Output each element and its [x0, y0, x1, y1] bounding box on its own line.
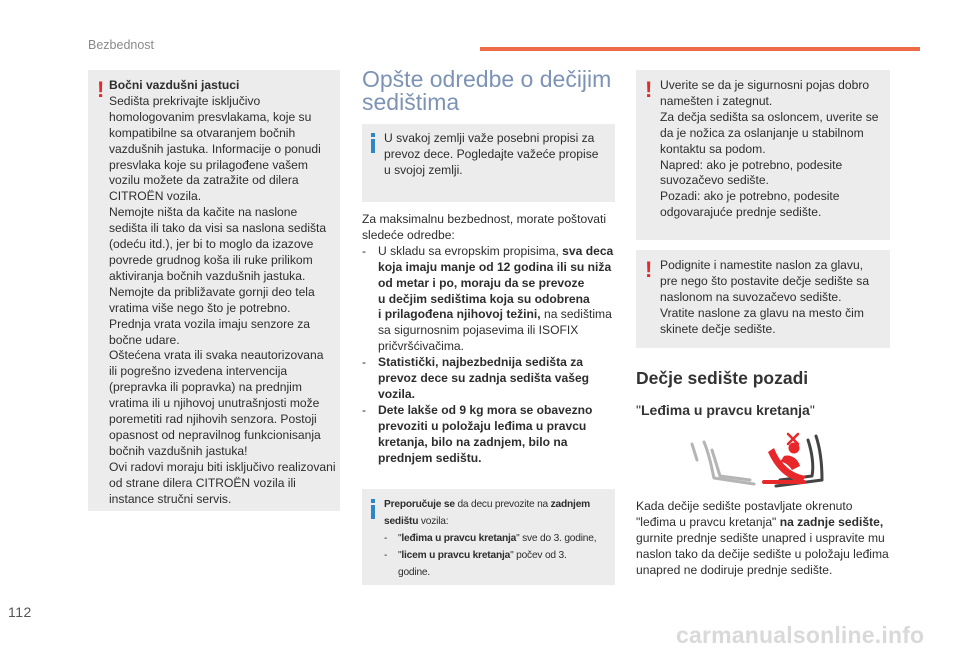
rec-text-bold: licem u pravcu kretanja [401, 550, 511, 561]
warning-line: Oštećena vrata ili svaka neautorizovana [109, 348, 324, 363]
info-icon [371, 505, 375, 519]
warning-line: Nemojte da približavate gornji deo tela [109, 284, 315, 299]
warning-line: Uverite se da je sigurnosni pojas dobro [660, 78, 870, 92]
list-dash: - [362, 355, 367, 370]
side-airbag-warning-text [109, 78, 337, 507]
warning-line: opasnost od nepravilnog funkcionisanja [109, 427, 321, 442]
subheading-quote: " [809, 402, 815, 418]
item-text-bold: koja imaju manje od 12 godina ili su niža [378, 259, 612, 274]
headrest-warning-text [660, 258, 886, 338]
rec-text: " [398, 533, 402, 544]
seatbelt-warning-text [660, 78, 886, 221]
rear-facing-subheading [636, 402, 815, 418]
item-text-bold: u dečjim sedištima koja su odobrena [378, 291, 590, 306]
list-dash: - [384, 550, 388, 561]
warning-line: naslonom na suvozačevo sedište. [660, 289, 842, 304]
item-text: sa sigurnosnim pojasevima ili ISOFIX [378, 323, 579, 338]
rec-text-bold: Preporučuje se [384, 499, 455, 510]
subheading-text: Leđima u pravcu kretanja [640, 402, 810, 418]
item-text-bold: kretanja, bilo na zadnjem, bilo na [378, 434, 568, 449]
warning-line: CITROËN vozila. [109, 189, 202, 204]
warning-line: odgovarajuće prednje sedište. [660, 205, 822, 220]
rear-facing-child-seat-icon [684, 430, 834, 492]
instruction-line-bold: na zadnje sedište, [779, 514, 884, 529]
warning-line: Nemojte ništa da kačite na naslone [109, 205, 298, 220]
warning-line: povrede grudnog koša ili ruke prilikom [109, 252, 313, 267]
instruction-line: unapred ne dodiruje prednje sedište. [636, 562, 833, 577]
list-dash: - [384, 533, 388, 544]
info-line: prevoz dece. Pogledajte važeće propise [384, 146, 599, 161]
list-item [384, 547, 612, 581]
info-line: U svakoj zemlji važe posebni propisi za [384, 131, 595, 145]
warning-line: homologovanim presvlakama, koje su [109, 109, 312, 124]
list-dash: - [362, 243, 367, 258]
rec-text: vozila: [418, 516, 449, 527]
item-text-bold: Dete lakše od 9 kg mora se obavezno [378, 402, 593, 417]
rec-text: " sve do 3. godine, [516, 533, 597, 544]
list-item [384, 530, 612, 547]
warning-line: Sedišta prekrivajte isključivo [109, 93, 261, 108]
rec-text: " [398, 550, 402, 561]
warning-line: presvlaka koje su prilagođene vašem [109, 157, 308, 172]
intro-line: Za maksimalnu bezbednost, morate poštovati [362, 212, 607, 226]
section-title-line: sedištima [362, 89, 460, 115]
warning-line: bočne udare. [109, 332, 180, 347]
subheading-quote: " [636, 402, 641, 418]
warning-line: da je nožica za oslanjanje u stabilnom [660, 125, 864, 140]
warning-line: namešten i zategnut. [660, 93, 773, 108]
item-text-bold: vozila. [378, 386, 415, 401]
warning-line: Prednja vrata vozila imaju senzore za [109, 316, 310, 331]
item-text: pričvršćivačima. [378, 339, 465, 354]
warning-line: instance stručni servis. [109, 491, 232, 506]
warning-line: vratima više nego što je potrebno. [109, 300, 291, 315]
warning-line: Za dečja sedišta sa osloncem, uverite se [660, 109, 879, 124]
warning-line: ili pogrešno izvedena intervencija [109, 364, 288, 379]
warning-exclamation-icon: ! [645, 77, 653, 102]
warning-exclamation-icon: ! [97, 77, 105, 102]
warning-line: bočnih vazdušnih jastuka! [109, 443, 248, 458]
warning-line: kontaktu sa podom. [660, 141, 766, 156]
rear-child-seat-heading: Dečje sedište pozadi [636, 368, 809, 388]
rec-text-bold: leđima u pravcu kretanja [401, 533, 517, 544]
section-header: Bezbednost [88, 38, 155, 52]
rec-text-bold: sedištu [384, 516, 419, 527]
seatbelt-warning-box [636, 70, 890, 240]
rec-text: godine. [398, 567, 431, 578]
warning-line: pre nego što postavite dečje sedište sa [660, 273, 870, 288]
country-rules-info-text [384, 131, 610, 179]
warning-line: Napred: ako je potrebno, podesite [660, 157, 843, 172]
intro-line: sledeće odredbe: [362, 227, 455, 242]
list-item [362, 244, 618, 355]
item-text-bold: prevoziti u položaju leđima u pravcu [378, 418, 587, 433]
list-item [362, 355, 618, 403]
item-text-bold: Statistički, najbezbednija sedišta za [378, 355, 583, 370]
warning-line: sedišta ili tako da visi sa naslona sedišta [109, 221, 327, 236]
instruction-line: naslon tako da dečije sedište u položaju leđima [636, 546, 889, 561]
item-text-bold: i prilagođena njihovoj težini, [378, 307, 541, 322]
general-rules-text [362, 212, 618, 467]
list-item [362, 403, 618, 467]
info-icon [371, 139, 375, 153]
warning-exclamation-icon: ! [645, 257, 653, 282]
warning-line: kompatibilne sa otvaranjem bočnih [109, 125, 296, 140]
warning-line: aktiviranja bočnih vazdušnih jastuka. [109, 268, 306, 283]
side-airbag-warning-box [88, 70, 340, 511]
warning-line: poremetiti rad njihovih senzora. Postoji [109, 412, 317, 427]
rec-text-bold: zadnjem [550, 499, 591, 510]
watermark: carmanualsonline.info [676, 622, 925, 648]
item-text: na sedištima [540, 307, 612, 322]
warning-line: vratima ili u njihovoj unutrašnjosti može [109, 396, 320, 411]
list-dash: - [362, 402, 367, 417]
warning-line: Podignite i namestite naslon za glavu, [660, 258, 864, 272]
instruction-line: Kada dečije sedište postavljate okrenuto [636, 499, 853, 513]
rec-text: da decu prevozite na [454, 499, 551, 510]
instruction-line: gurnite prednje sedište unapred i uspravite mu [636, 530, 885, 545]
instruction-line: "leđima u pravcu kretanja" [636, 514, 780, 529]
side-airbag-warning-title: Bočni vazdušni jastuci [109, 78, 240, 92]
item-text: U skladu sa evropskim propisima, [378, 243, 563, 258]
warning-line: vazdušnih jastuka. Informacije o ponudi [109, 141, 321, 156]
section-title-line: Opšte odredbe o dečijim [362, 66, 612, 92]
warning-line: skinete dečje sedište. [660, 321, 776, 336]
item-text-bold: prednjem sedištu. [378, 450, 482, 465]
headrest-warning-box [636, 250, 890, 348]
header-accent-bar [480, 47, 920, 51]
rec-text: " počev od 3. [510, 550, 567, 561]
item-text-bold: sva deca [562, 243, 614, 258]
page-number: 112 [8, 604, 32, 620]
info-line: u svojoj zemlji. [384, 162, 463, 177]
warning-line: (odeću itd.), jer bi to moglo da izazove [109, 237, 314, 252]
section-title [362, 68, 611, 114]
warning-line: Pozadi: ako je potrebno, podesite [660, 189, 840, 204]
warning-line: (prepravka ili popravka) na prednjim [109, 380, 302, 395]
recommendation-info-box [362, 489, 615, 585]
rear-facing-instructions [636, 499, 896, 579]
item-text-bold: od metar i po, moraju da se prevoze [378, 275, 585, 290]
warning-line: suvozačevo sedište. [660, 173, 769, 188]
country-rules-info-box [362, 124, 615, 202]
warning-line: vozilu možete da zatražite od dilera [109, 173, 299, 188]
warning-line: Vratite naslone za glavu na mesto čim [660, 305, 864, 320]
recommendation-text [384, 496, 612, 581]
item-text-bold: prevoz dece su zadnja sedišta vašeg [378, 371, 590, 386]
warning-line: Ovi radovi moraju biti isključivo realizovani [109, 459, 336, 474]
warning-line: od strane dilera CITROËN vozila ili [109, 475, 296, 490]
